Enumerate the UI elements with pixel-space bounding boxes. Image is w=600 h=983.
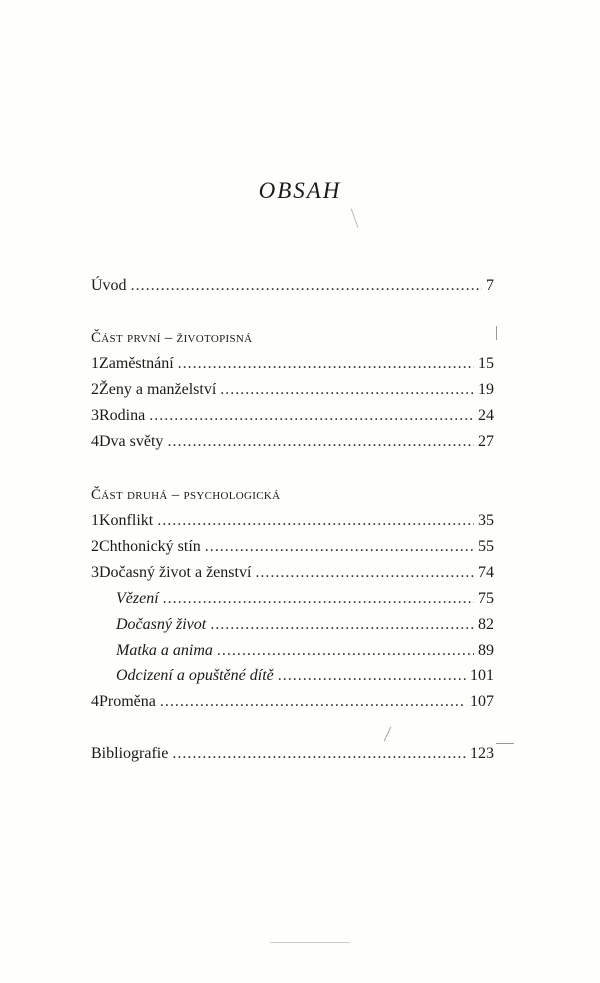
toc-entry-label: Dočasný život a ženství [99, 564, 252, 581]
page-title: OBSAH [258, 178, 342, 203]
toc-entry-bibliography[interactable] [91, 743, 494, 765]
dot-leader [172, 743, 466, 765]
toc-entry-number: 3 [91, 407, 99, 424]
dot-leader [255, 562, 474, 584]
toc-entry-number: 4 [91, 433, 99, 450]
toc-entry-number: 1 [91, 512, 99, 529]
dot-leader [160, 691, 466, 713]
toc-entry-label: Zaměstnání [99, 355, 174, 372]
toc-page-number: 15 [478, 355, 494, 372]
toc-entry[interactable] [91, 405, 494, 427]
toc-subentry-label: Odcizení a opuštěné dítě [116, 667, 274, 684]
toc-page-number: 35 [478, 512, 494, 529]
toc-entry[interactable] [91, 510, 494, 532]
toc-subentry-label: Dočasný život [116, 616, 207, 633]
toc-subentry-label: Vězení [116, 590, 159, 607]
scan-mark [496, 326, 497, 340]
dot-leader [205, 536, 474, 558]
toc-entry[interactable] [91, 536, 494, 558]
toc-page-number: 24 [478, 407, 494, 424]
dot-leader [210, 614, 474, 636]
scan-mark [351, 208, 359, 227]
toc-entry-number: 3 [91, 564, 99, 581]
toc-page-number: 74 [478, 564, 494, 581]
scan-mark [496, 743, 514, 744]
toc-entry-intro[interactable] [91, 275, 494, 297]
toc-entry[interactable] [91, 353, 494, 375]
toc-entry-label: Ženy a manželství [99, 381, 217, 398]
dot-leader [163, 588, 474, 610]
dot-leader [131, 275, 482, 297]
toc-page-number: 82 [478, 616, 494, 633]
toc-entry-label: Chthonický stín [99, 538, 201, 555]
dot-leader [178, 353, 474, 375]
toc-entry-label: Bibliografie [91, 745, 169, 762]
toc-subentry[interactable] [116, 614, 494, 636]
section-heading-part2 [91, 485, 280, 505]
toc-page-number: 7 [486, 277, 494, 294]
toc-page-number: 19 [478, 381, 494, 398]
scan-mark [384, 727, 392, 742]
toc-entry-label: Úvod [91, 277, 127, 294]
toc-entry[interactable] [91, 691, 494, 713]
dot-leader [278, 665, 466, 687]
toc-entry-label: Dva světy [99, 433, 164, 450]
toc-page-number: 107 [470, 693, 494, 710]
dot-leader [149, 405, 474, 427]
toc-page-number: 101 [470, 667, 494, 684]
toc-page-number: 55 [478, 538, 494, 555]
dot-leader [157, 510, 474, 532]
toc-page-number: 123 [470, 745, 494, 762]
toc-entry-number: 2 [91, 381, 99, 398]
section-heading-text: Část druhá – psychologická [91, 487, 281, 503]
toc-page-number: 27 [478, 433, 494, 450]
section-heading-text: Část první – životopisná [91, 330, 253, 346]
toc-entry[interactable] [91, 379, 494, 401]
toc-entry-label: Proměna [99, 693, 156, 710]
toc-entry-number: 1 [91, 355, 99, 372]
toc-entry[interactable] [91, 431, 494, 453]
dot-leader [217, 640, 474, 662]
toc-entry-label: Konflikt [99, 512, 154, 529]
toc-subentry-label: Matka a anima [116, 642, 213, 659]
dot-leader [220, 379, 474, 401]
dot-leader [167, 431, 474, 453]
toc-page-number: 75 [478, 590, 494, 607]
toc-subentry[interactable] [116, 640, 494, 662]
toc-entry[interactable] [91, 562, 494, 584]
toc-entry-label: Rodina [99, 407, 146, 424]
section-heading-part1 [91, 328, 252, 348]
toc-entry-number: 4 [91, 693, 99, 710]
scan-mark [270, 942, 350, 943]
toc-page-number: 89 [478, 642, 494, 659]
toc-entry-number: 2 [91, 538, 99, 555]
toc-subentry[interactable] [116, 588, 494, 610]
toc-subentry[interactable] [116, 665, 494, 687]
